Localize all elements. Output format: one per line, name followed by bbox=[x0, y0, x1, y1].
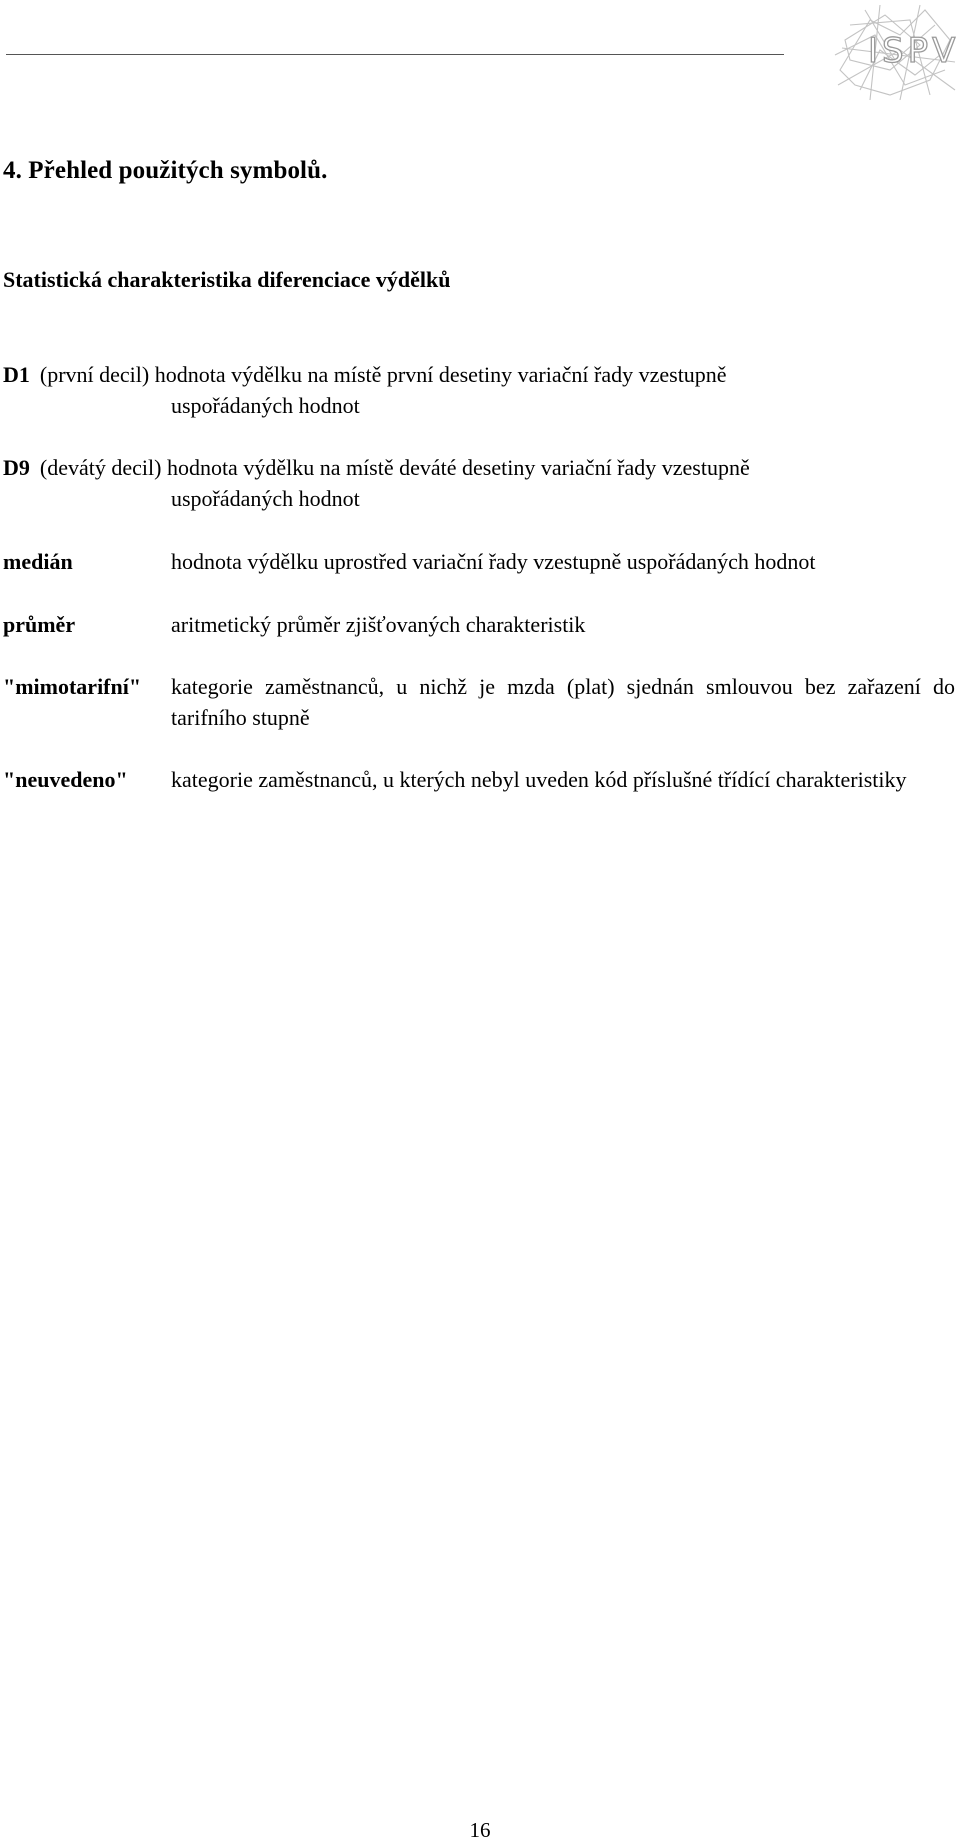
section-heading: 4. Přehled použitých symbolů. bbox=[3, 157, 328, 184]
description-d9-line2: uspořádaných hodnot bbox=[171, 486, 360, 511]
definition-median bbox=[3, 546, 955, 577]
description-d1-line1: (první decil) hodnota výdělku na místě první desetiny variační řady vzestupně bbox=[39, 362, 727, 387]
ispv-logo-text: ISPV bbox=[868, 31, 960, 71]
header-rule bbox=[6, 54, 784, 55]
definition-list bbox=[3, 359, 955, 795]
definition-d1 bbox=[3, 359, 955, 421]
definition-mimotarifni bbox=[3, 671, 955, 733]
ispv-logo bbox=[830, 0, 960, 104]
description-d1-line2: uspořádaných hodnot bbox=[171, 393, 360, 418]
term-mimotarifni: "mimotarifní" bbox=[3, 674, 142, 699]
description-prumer: aritmetický průměr zjišťovaných charakteristik bbox=[171, 612, 586, 637]
definition-neuvedeno bbox=[3, 764, 955, 795]
term-neuvedeno: "neuvedeno" bbox=[3, 767, 128, 792]
definition-d9 bbox=[3, 452, 955, 514]
description-d9-line1: (devátý decil) hodnota výdělku na místě deváté desetiny variační řady vzestupně bbox=[39, 455, 750, 480]
term-median: medián bbox=[3, 549, 73, 574]
subsection-heading: Statistická charakteristika diferenciace výdělků bbox=[3, 267, 451, 292]
page-number: 16 bbox=[469, 1818, 491, 1842]
ispv-logo-graphic bbox=[830, 0, 960, 104]
description-neuvedeno: kategorie zaměstnanců, u kterých nebyl uveden kód příslušné třídící charakteristiky bbox=[171, 767, 907, 792]
description-mimotarifni: kategorie zaměstnanců, u nichž je mzda (plat) sjednán smlouvou bez zařazení do tarifního stupně bbox=[171, 674, 955, 730]
definition-prumer bbox=[3, 609, 955, 640]
description-median: hodnota výdělku uprostřed variační řady vzestupně uspořádaných hodnot bbox=[171, 549, 816, 574]
term-prumer: průměr bbox=[3, 612, 76, 637]
term-d1: D1 bbox=[3, 362, 30, 387]
term-d9: D9 bbox=[3, 455, 30, 480]
